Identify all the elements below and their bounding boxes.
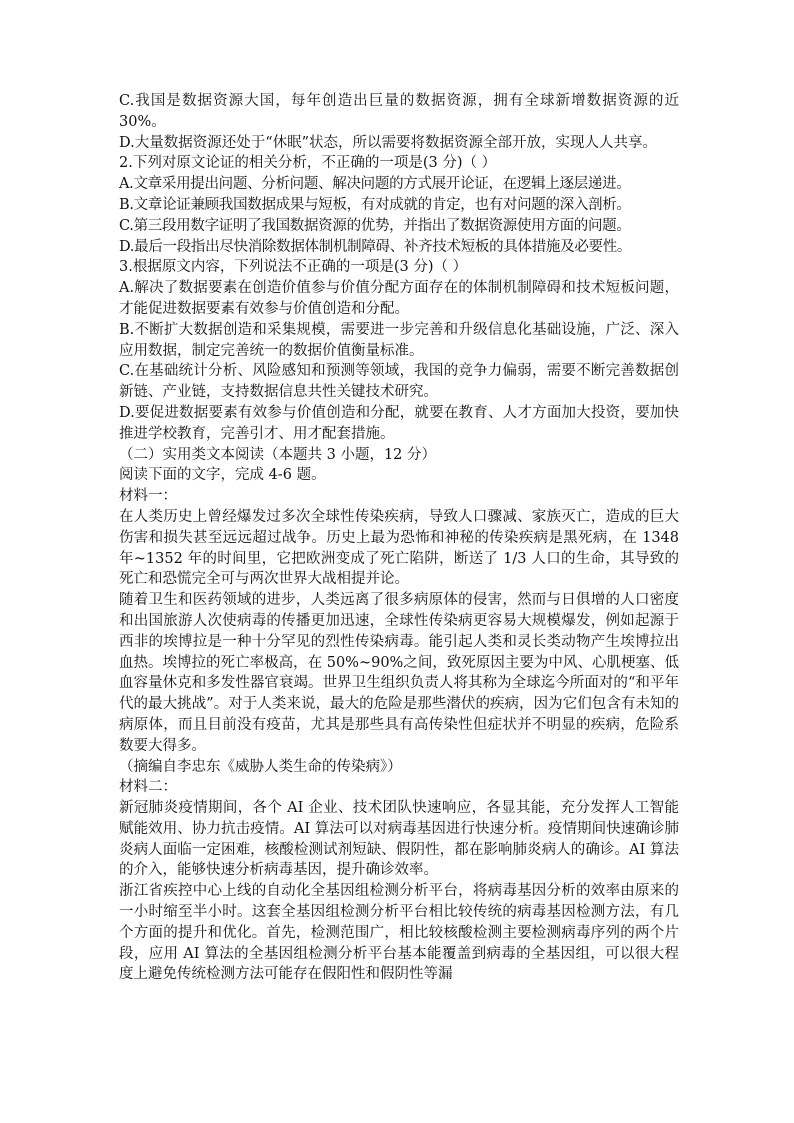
exam-page bbox=[119, 91, 679, 985]
q2-option-d: D.最后一段指出尽快消除数据体制机制障碍、补齐技术短板的具体措施及必要性。 bbox=[119, 238, 632, 255]
q1-option-d: D.大量数据资源还处于“休眠”状态，所以需要将数据资源全部开放，实现人人共享。 bbox=[119, 134, 658, 151]
material2-paragraph-2: 浙江省疾控中心上线的自动化全基因组检测分析平台，将病毒基因分析的效率由原来的一小时缩至半小时。这套全基因组检测分析平台相比较传统的病毒基因检测方法，有几个方面的提升和优化。首先，检测范围广，相比较核酸检测主要检测病毒序列的两个片段，应用 AI 算法的全基因组检测分析平台基本能覆盖到病毒的全基因组，可以很大程度上避免传统检测方法可能存在假阳性和假阴性等漏 bbox=[119, 883, 679, 983]
material1-paragraph-1: 在人类历史上曾经爆发过多次全球性传染疾病，导致人口骤减、家族灭亡，造成的巨大伤害和损失甚至远远超过战争。历史上最为恐怖和神秘的传染疾病是黑死病，在 1348 年~1352 年的时间里，它把欧洲变成了死亡陷阱，断送了 1/3 人口的生命，其导致的死亡和恐慌完全可与两次世界大战相提并论。 bbox=[119, 508, 679, 588]
q3-option-b: B.不断扩大数据创造和采集规模，需要进一步完善和升级信息化基础设施，广泛、深入应用数据，制定完善统一的数据价值衡量标准。 bbox=[119, 321, 679, 359]
q2-option-a: A.文章采用提出问题、分析问题、解决问题的方式展开论证，在逻辑上逐层递进。 bbox=[119, 176, 631, 193]
q3-option-c: C.在基础统计分析、风险感知和预测等领域，我国的竞争力偏弱，需要不断完善数据创新链、产业链，支持数据信息共性关键技术研究。 bbox=[119, 363, 679, 401]
q3-option-a: A.解决了数据要素在创造价值参与价值分配方面存在的体制机制障碍和技术短板问题，才能促进数据要素有效参与价值创造和分配。 bbox=[119, 280, 679, 317]
material2-label: 材料二： bbox=[119, 779, 177, 796]
q2-option-b: B.文章论证兼顾我国数据成果与短板，有对成就的肯定，也有对问题的深入剖析。 bbox=[119, 196, 631, 213]
section-instruction: 阅读下面的文字，完成 4-6 题。 bbox=[119, 467, 326, 484]
material2-paragraph-1: 新冠肺炎疫情期间，各个 AI 企业、技术团队快速响应，各显其能，充分发挥人工智能赋能效用、协力抗击疫情。AI 算法可以对病毒基因进行快速分析。疫情期间快速确诊肺炎病人面临一定困难，核酸检测试剂短缺、假阴性，都在影响肺炎病人的确诊。AI 算法的介入，能够快速分析病毒基因，提升确诊效率。 bbox=[119, 800, 679, 879]
material1-source: （摘编自李忠东《威胁人类生命的传染病》） bbox=[119, 758, 402, 775]
material1-label: 材料一： bbox=[119, 488, 177, 505]
q3-option-d: D.要促进数据要素有效参与价值创造和分配，就要在教育、人才方面加大投资，要加快推进学校教育，完善引才、用才配套措施。 bbox=[119, 404, 679, 442]
q2-stem: 2.下列对原文论证的相关分析，不正确的一项是(3 分)（ ） bbox=[119, 155, 497, 172]
material1-paragraph-2: 随着卫生和医药领域的进步，人类远离了很多病原体的侵害，然而与日俱增的人口密度和出国旅游人次使病毒的传播更加迅速，全球性传染病更容易大规模爆发，例如起源于西非的埃博拉是一种十分罕见的烈性传染病毒。能引起人类和灵长类动物产生埃博拉出血热。埃博拉的死亡率极高，在 50%~90%之间，致死原因主要为中风、心肌梗塞、低血容量休克和多发性器官衰竭。世界卫生组织负责人将其称为全球迄今所面对的“和平年代的最大挑战”。对于人类来说，最大的危险是那些潜伏的疾病，因为它们包含有未知的病原体，而且目前没有疫苗，尤其是那些具有高传染性但症状并不明显的疾病，危险系数要大得多。 bbox=[119, 592, 679, 754]
section-heading: （二）实用类文本阅读（本题共 3 小题，12 分） bbox=[119, 446, 437, 463]
q2-option-c: C.第三段用数字证明了我国数据资源的优势，并指出了数据资源使用方面的问题。 bbox=[119, 217, 631, 234]
q1-option-c: C.我国是数据资源大国，每年创造出巨量的数据资源，拥有全球新增数据资源的近 30%。 bbox=[119, 93, 679, 130]
q3-stem: 3.根据原文内容，下列说法不正确的一项是(3 分)（ ） bbox=[119, 259, 468, 276]
